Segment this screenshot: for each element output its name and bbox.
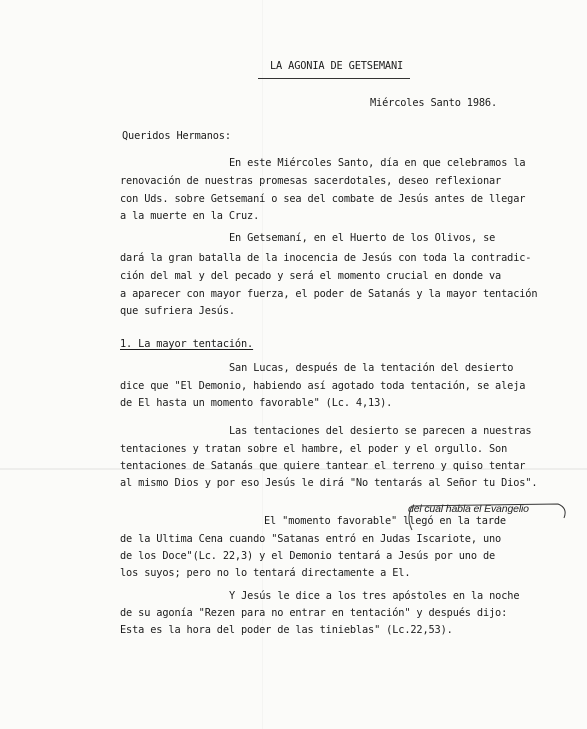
p3-line-2: dice que "El Demonio, habiendo así agotado toda tentación, se aleja xyxy=(120,380,526,392)
p1-line-4: a la muerte en la Cruz. xyxy=(120,210,260,222)
p3-line-1: San Lucas, después de la tentación del desierto xyxy=(229,362,514,374)
p5-line-4: los suyos; pero no lo tentará directamente a El. xyxy=(120,567,411,579)
p4-line-2: tentaciones y tratan sobre el hambre, el poder y el orgullo. Son xyxy=(120,443,508,455)
p1-line-3: con Uds. sobre Getsemaní o sea del combate de Jesús antes de llegar xyxy=(120,193,526,205)
p3-line-3: de El hasta un momento favorable" (Lc. 4,13). xyxy=(120,397,393,409)
p4-line-1: Las tentaciones del desierto se parecen a nuestras xyxy=(229,425,532,437)
p5-line-2: de la Ultima Cena cuando "Satanas entró en Judas Iscariote, uno xyxy=(120,533,502,545)
p5-line-1: El "momento favorable" llegó en la tarde xyxy=(264,515,506,527)
salutation: Queridos Hermanos: xyxy=(122,130,231,142)
p1-line-1: En este Miércoles Santo, día en que celebramos la xyxy=(229,157,526,169)
p4-line-3: tentaciones de Satanás que quiere tantear el terreno y quiso tentar xyxy=(120,460,526,472)
p2-line-1: En Getsemaní, en el Huerto de los Olivos, se xyxy=(229,232,496,244)
document-date: Miércoles Santo 1986. xyxy=(370,97,498,109)
p2-line-3: ción del mal y del pecado y será el momento crucial en donde va xyxy=(120,270,502,282)
p5-line-3: de los Doce"(Lc. 22,3) y el Demonio tentará a Jesús por uno de xyxy=(120,550,496,562)
title-underline xyxy=(258,78,410,79)
p6-line-3: Esta es la hora del poder de las tinieblas" (Lc.22,53). xyxy=(120,624,453,636)
section-heading: 1. La mayor tentación. xyxy=(120,338,254,350)
p2-line-2: dará la gran batalla de la inocencia de Jesús con toda la contradic- xyxy=(120,252,532,264)
p4-line-4: al mismo Dios y por eso Jesús le dirá "No tentarás al Señor tu Dios". xyxy=(120,477,538,489)
p6-line-1: Y Jesús le dice a los tres apóstoles en la noche xyxy=(229,590,520,602)
p1-line-2: renovación de nuestras promesas sacerdotales, deseo reflexionar xyxy=(120,175,502,187)
p6-line-2: de su agonía "Rezen para no entrar en tentación" y después dijo: xyxy=(120,607,508,619)
handwritten-insertion: del cual habla el Evangelio xyxy=(408,503,529,515)
p2-line-5: que sufriera Jesús. xyxy=(120,305,235,317)
p2-line-4: a aparecer con mayor fuerza, el poder de Satanás y la mayor tentación xyxy=(120,288,538,300)
document-title: LA AGONIA DE GETSEMANI xyxy=(270,60,404,72)
